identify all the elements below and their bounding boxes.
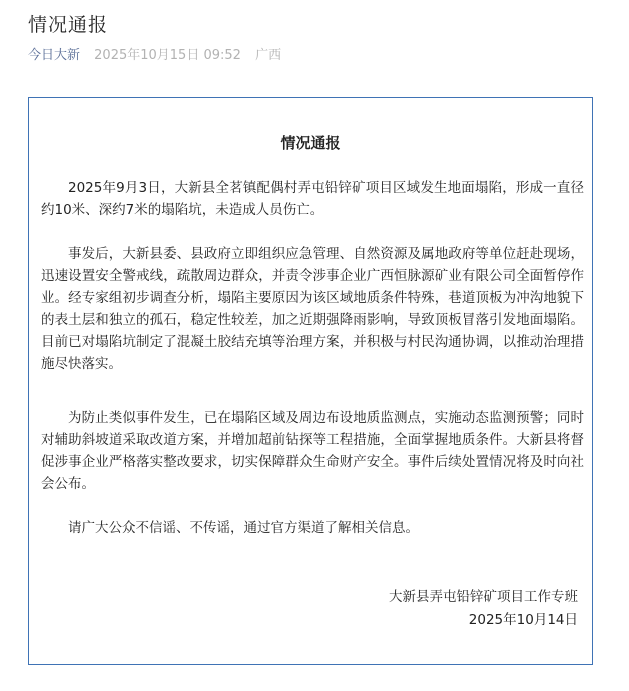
notice-paragraph-1: 2025年9月3日，大新县全茗镇配偶村弄屯铅锌矿项目区域发生地面塌陷，形成一直径约10米、深约7米的塌陷坑，未造成人员伤亡。 bbox=[41, 180, 584, 218]
notice-signature: 大新县弄屯铅锌矿项目工作专班 bbox=[389, 589, 578, 605]
notice-heading: 情况通报 bbox=[280, 134, 341, 152]
notice-date: 2025年10月14日 bbox=[468, 612, 578, 628]
notice-paragraph-4: 请广大公众不信谣、不传谣，通过官方渠道了解相关信息。 bbox=[68, 520, 419, 536]
article-meta bbox=[28, 44, 281, 63]
article-title: 情况通报 bbox=[28, 14, 109, 36]
notice-paragraph-2: 事发后，大新县委、县政府立即组织应急管理、自然资源及属地政府等单位赶赴现场，迅速设置安全警戒线，疏散周边群众，并责令涉事企业广西恒脉源矿业有限公司全面暂停作业。经专家组初步调查分析，塌陷主要原因为该区域地质条件特殊，巷道顶板为冲沟地貌下的表土层和独立的孤石，稳定性较差，加之近期强降雨影响，导致顶板冒落引发地面塌陷。目前已对塌陷坑制定了混凝土胶结充填等治理方案，并积极与村民沟通协调，以推动治理措施尽快落实。 bbox=[41, 246, 584, 372]
account-name-link[interactable]: 今日大新 bbox=[28, 48, 81, 63]
publish-time: 2025年10月15日 09:52 bbox=[94, 48, 241, 63]
publish-location: 广西 bbox=[255, 48, 282, 63]
notice-paragraph-3: 为防止类似事件发生，已在塌陷区域及周边布设地质监测点，实施动态监测预警；同时对辅助斜坡道采取改道方案，并增加超前钻探等工程措施，全面掌握地质条件。大新县将督促涉事企业严格落实整改要求，切实保障群众生命财产安全。事件后续处置情况将及时向社会公布。 bbox=[41, 410, 584, 492]
notice-box bbox=[28, 97, 593, 665]
